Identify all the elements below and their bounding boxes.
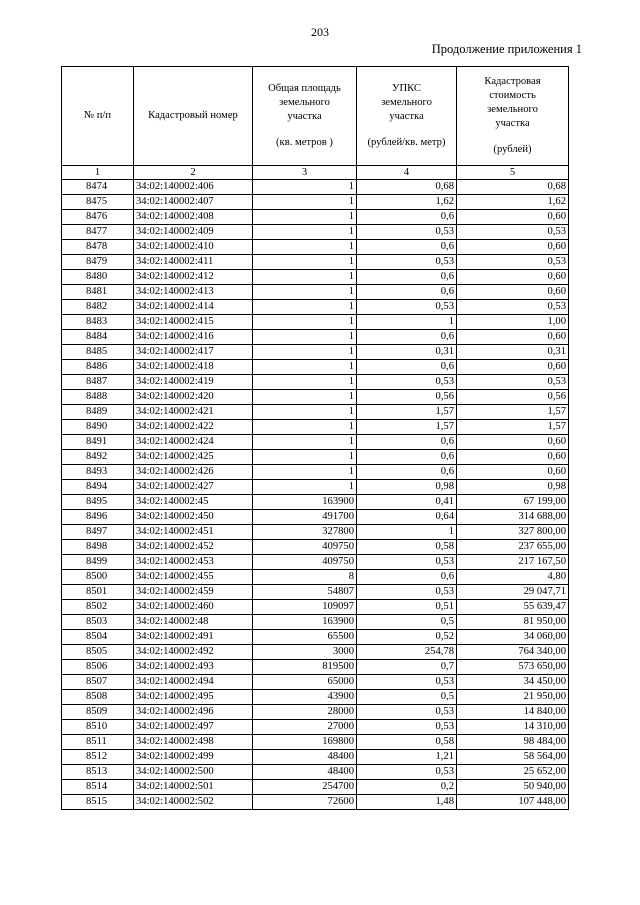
area-cell: 163900 <box>253 615 357 630</box>
cadastral-value-cell: 0,53 <box>457 225 569 240</box>
header-line: УПКС <box>391 83 422 94</box>
row-number-cell: 8475 <box>62 195 134 210</box>
cadastral-value-cell: 327 800,00 <box>457 525 569 540</box>
table-row <box>62 735 569 750</box>
cadastral-value-cell: 25 652,00 <box>457 765 569 780</box>
row-number-cell: 8501 <box>62 585 134 600</box>
upks-cell: 1 <box>357 315 457 330</box>
header-cadastral-value <box>457 67 569 166</box>
area-cell: 65500 <box>253 630 357 645</box>
row-number-cell: 8480 <box>62 270 134 285</box>
cadastral-number-cell: 34:02:140002:413 <box>134 285 253 300</box>
header-row-number <box>62 67 134 166</box>
cadastral-value-cell: 55 639,47 <box>457 600 569 615</box>
table-row <box>62 435 569 450</box>
cadastral-value-cell: 0,60 <box>457 435 569 450</box>
area-cell: 1 <box>253 465 357 480</box>
cadastral-value-cell: 81 950,00 <box>457 615 569 630</box>
cadastral-number-cell: 34:02:140002:455 <box>134 570 253 585</box>
table-row <box>62 420 569 435</box>
table-row <box>62 240 569 255</box>
table-body <box>62 180 569 810</box>
cadastral-value-cell: 34 060,00 <box>457 630 569 645</box>
row-number-cell: 8477 <box>62 225 134 240</box>
table-row <box>62 540 569 555</box>
cadastral-value-cell: 98 484,00 <box>457 735 569 750</box>
header-line: земельного <box>279 97 330 108</box>
cadastral-number-cell: 34:02:140002:415 <box>134 315 253 330</box>
cadastral-number-cell: 34:02:140002:495 <box>134 690 253 705</box>
upks-cell: 0,5 <box>357 690 457 705</box>
table-header-row <box>62 67 569 166</box>
column-number: 4 <box>357 166 457 180</box>
cadastral-number-cell: 34:02:140002:453 <box>134 555 253 570</box>
table-row <box>62 615 569 630</box>
cadastral-number-cell: 34:02:140002:450 <box>134 510 253 525</box>
upks-cell: 1,21 <box>357 750 457 765</box>
upks-cell: 0,64 <box>357 510 457 525</box>
cadastral-value-cell: 217 167,50 <box>457 555 569 570</box>
cadastral-number-cell: 34:02:140002:416 <box>134 330 253 345</box>
area-cell: 1 <box>253 405 357 420</box>
cadastral-value-cell: 0,53 <box>457 375 569 390</box>
cadastral-number-cell: 34:02:140002:492 <box>134 645 253 660</box>
row-number-cell: 8508 <box>62 690 134 705</box>
table-row <box>62 495 569 510</box>
upks-cell: 0,31 <box>357 345 457 360</box>
upks-cell: 0,53 <box>357 720 457 735</box>
upks-cell: 0,7 <box>357 660 457 675</box>
table-row <box>62 600 569 615</box>
upks-cell: 0,68 <box>357 180 457 195</box>
cadastral-number-cell: 34:02:140002:451 <box>134 525 253 540</box>
table-row <box>62 585 569 600</box>
cadastral-value-cell: 314 688,00 <box>457 510 569 525</box>
upks-cell: 0,6 <box>357 465 457 480</box>
cadastral-value-cell: 107 448,00 <box>457 795 569 810</box>
row-number-cell: 8507 <box>62 675 134 690</box>
row-number-cell: 8497 <box>62 525 134 540</box>
upks-cell: 1,57 <box>357 420 457 435</box>
header-line: земельного <box>381 97 432 108</box>
row-number-cell: 8483 <box>62 315 134 330</box>
table-row <box>62 510 569 525</box>
cadastral-value-cell: 0,53 <box>457 300 569 315</box>
header-line: № п/п <box>83 110 112 121</box>
area-cell: 1 <box>253 390 357 405</box>
upks-cell: 0,53 <box>357 675 457 690</box>
area-cell: 1 <box>253 330 357 345</box>
row-number-cell: 8511 <box>62 735 134 750</box>
area-cell: 1 <box>253 255 357 270</box>
table-row <box>62 450 569 465</box>
upks-cell: 0,6 <box>357 360 457 375</box>
table-row <box>62 210 569 225</box>
row-number-cell: 8514 <box>62 780 134 795</box>
upks-cell: 0,53 <box>357 705 457 720</box>
cadastral-value-cell: 1,62 <box>457 195 569 210</box>
area-cell: 72600 <box>253 795 357 810</box>
upks-cell: 0,53 <box>357 300 457 315</box>
upks-cell: 0,58 <box>357 540 457 555</box>
cadastral-number-cell: 34:02:140002:420 <box>134 390 253 405</box>
row-number-cell: 8500 <box>62 570 134 585</box>
cadastral-number-cell: 34:02:140002:497 <box>134 720 253 735</box>
row-number-cell: 8505 <box>62 645 134 660</box>
area-cell: 1 <box>253 315 357 330</box>
cadastral-value-cell: 0,60 <box>457 285 569 300</box>
row-number-cell: 8513 <box>62 765 134 780</box>
cadastral-number-cell: 34:02:140002:410 <box>134 240 253 255</box>
row-number-cell: 8481 <box>62 285 134 300</box>
cadastral-value-cell: 14 840,00 <box>457 705 569 720</box>
upks-cell: 0,6 <box>357 285 457 300</box>
area-cell: 1 <box>253 375 357 390</box>
page-number: 203 <box>311 25 329 39</box>
area-cell: 48400 <box>253 750 357 765</box>
column-number: 1 <box>62 166 134 180</box>
cadastral-number-cell: 34:02:140002:45 <box>134 495 253 510</box>
upks-cell: 0,51 <box>357 600 457 615</box>
cadastral-number-cell: 34:02:140002:491 <box>134 630 253 645</box>
row-number-cell: 8504 <box>62 630 134 645</box>
area-cell: 169800 <box>253 735 357 750</box>
cadastral-number-cell: 34:02:140002:500 <box>134 765 253 780</box>
row-number-cell: 8502 <box>62 600 134 615</box>
row-number-cell: 8494 <box>62 480 134 495</box>
upks-cell: 1 <box>357 525 457 540</box>
row-number-cell: 8485 <box>62 345 134 360</box>
table-row <box>62 195 569 210</box>
cadastral-value-cell: 0,56 <box>457 390 569 405</box>
cadastral-number-cell: 34:02:140002:425 <box>134 450 253 465</box>
upks-cell: 0,6 <box>357 240 457 255</box>
table-row <box>62 795 569 810</box>
table-row <box>62 690 569 705</box>
row-number-cell: 8493 <box>62 465 134 480</box>
cadastral-value-cell: 58 564,00 <box>457 750 569 765</box>
cadastral-number-cell: 34:02:140002:422 <box>134 420 253 435</box>
cadastral-number-cell: 34:02:140002:499 <box>134 750 253 765</box>
table-row <box>62 750 569 765</box>
header-line: участка <box>389 111 424 122</box>
cadastral-value-cell: 0,60 <box>457 270 569 285</box>
header-unit: (рублей) <box>493 144 532 155</box>
row-number-cell: 8495 <box>62 495 134 510</box>
cadastral-value-cell: 1,00 <box>457 315 569 330</box>
header-unit: (рублей/кв. метр) <box>367 137 446 148</box>
cadastral-number-cell: 34:02:140002:417 <box>134 345 253 360</box>
area-cell: 8 <box>253 570 357 585</box>
table-row <box>62 390 569 405</box>
cadastral-number-cell: 34:02:140002:496 <box>134 705 253 720</box>
cadastral-number-cell: 34:02:140002:498 <box>134 735 253 750</box>
header-cadastral-number <box>134 67 253 166</box>
cadastral-value-cell: 1,57 <box>457 405 569 420</box>
header-line: Кадастровый номер <box>148 110 238 121</box>
area-cell: 1 <box>253 300 357 315</box>
table-row <box>62 720 569 735</box>
cadastral-value-cell: 0,60 <box>457 360 569 375</box>
cadastral-number-cell: 34:02:140002:426 <box>134 465 253 480</box>
cadastral-number-cell: 34:02:140002:418 <box>134 360 253 375</box>
area-cell: 27000 <box>253 720 357 735</box>
header-line: земельного <box>487 104 538 115</box>
upks-cell: 0,53 <box>357 255 457 270</box>
cadastral-value-cell: 0,60 <box>457 240 569 255</box>
table-row <box>62 375 569 390</box>
cadastral-value-cell: 0,60 <box>457 450 569 465</box>
row-number-cell: 8503 <box>62 615 134 630</box>
table-row <box>62 705 569 720</box>
cadastral-number-cell: 34:02:140002:407 <box>134 195 253 210</box>
area-cell: 1 <box>253 480 357 495</box>
area-cell: 1 <box>253 225 357 240</box>
column-number: 2 <box>134 166 253 180</box>
table-row <box>62 630 569 645</box>
area-cell: 409750 <box>253 555 357 570</box>
table-row <box>62 765 569 780</box>
area-cell: 409750 <box>253 540 357 555</box>
table-row <box>62 330 569 345</box>
header-line: участка <box>495 118 530 129</box>
header-line: Кадастровая <box>484 76 541 87</box>
row-number-cell: 8515 <box>62 795 134 810</box>
table-row <box>62 465 569 480</box>
area-cell: 48400 <box>253 765 357 780</box>
area-cell: 1 <box>253 210 357 225</box>
area-cell: 1 <box>253 285 357 300</box>
header-unit: (кв. метров ) <box>276 137 333 148</box>
column-number: 5 <box>457 166 569 180</box>
area-cell: 1 <box>253 345 357 360</box>
table-row <box>62 315 569 330</box>
cadastral-number-cell: 34:02:140002:452 <box>134 540 253 555</box>
upks-cell: 254,78 <box>357 645 457 660</box>
cadastral-value-cell: 21 950,00 <box>457 690 569 705</box>
cadastral-value-cell: 29 047,71 <box>457 585 569 600</box>
upks-cell: 0,53 <box>357 765 457 780</box>
upks-cell: 0,56 <box>357 390 457 405</box>
table-row <box>62 180 569 195</box>
cadastral-number-cell: 34:02:140002:48 <box>134 615 253 630</box>
cadastral-number-cell: 34:02:140002:460 <box>134 600 253 615</box>
cadastral-number-cell: 34:02:140002:494 <box>134 675 253 690</box>
cadastral-value-cell: 573 650,00 <box>457 660 569 675</box>
table-row <box>62 345 569 360</box>
cadastral-number-cell: 34:02:140002:411 <box>134 255 253 270</box>
cadastral-number-cell: 34:02:140002:501 <box>134 780 253 795</box>
table-row <box>62 525 569 540</box>
row-number-cell: 8492 <box>62 450 134 465</box>
row-number-cell: 8486 <box>62 360 134 375</box>
upks-cell: 1,48 <box>357 795 457 810</box>
cadastral-number-cell: 34:02:140002:409 <box>134 225 253 240</box>
area-cell: 1 <box>253 360 357 375</box>
row-number-cell: 8474 <box>62 180 134 195</box>
table-row <box>62 780 569 795</box>
header-line: Общая площадь <box>268 83 341 94</box>
cadastral-value-cell: 4,80 <box>457 570 569 585</box>
header-line: участка <box>287 111 322 122</box>
cadastral-value-cell: 0,60 <box>457 210 569 225</box>
header-line: стоимость <box>489 90 536 101</box>
cadastral-value-cell: 0,31 <box>457 345 569 360</box>
column-number-row <box>62 166 569 180</box>
row-number-cell: 8488 <box>62 390 134 405</box>
row-number-cell: 8482 <box>62 300 134 315</box>
appendix-continuation-note: Продолжение приложения 1 <box>431 42 582 56</box>
cadastral-value-cell: 0,60 <box>457 330 569 345</box>
area-cell: 1 <box>253 435 357 450</box>
cadastral-value-cell: 0,53 <box>457 255 569 270</box>
cadastral-table <box>61 66 569 810</box>
cadastral-number-cell: 34:02:140002:406 <box>134 180 253 195</box>
area-cell: 1 <box>253 195 357 210</box>
area-cell: 109097 <box>253 600 357 615</box>
area-cell: 1 <box>253 270 357 285</box>
header-total-area <box>253 67 357 166</box>
table-row <box>62 255 569 270</box>
row-number-cell: 8479 <box>62 255 134 270</box>
upks-cell: 0,5 <box>357 615 457 630</box>
area-cell: 65000 <box>253 675 357 690</box>
row-number-cell: 8498 <box>62 540 134 555</box>
table-row <box>62 360 569 375</box>
table-row <box>62 480 569 495</box>
table-row <box>62 270 569 285</box>
upks-cell: 0,6 <box>357 270 457 285</box>
upks-cell: 1,57 <box>357 405 457 420</box>
area-cell: 254700 <box>253 780 357 795</box>
cadastral-number-cell: 34:02:140002:493 <box>134 660 253 675</box>
area-cell: 1 <box>253 420 357 435</box>
cadastral-number-cell: 34:02:140002:419 <box>134 375 253 390</box>
upks-cell: 0,53 <box>357 375 457 390</box>
row-number-cell: 8510 <box>62 720 134 735</box>
upks-cell: 0,6 <box>357 210 457 225</box>
cadastral-number-cell: 34:02:140002:459 <box>134 585 253 600</box>
area-cell: 28000 <box>253 705 357 720</box>
table-row <box>62 285 569 300</box>
table-row <box>62 405 569 420</box>
row-number-cell: 8484 <box>62 330 134 345</box>
cadastral-number-cell: 34:02:140002:424 <box>134 435 253 450</box>
row-number-cell: 8476 <box>62 210 134 225</box>
area-cell: 43900 <box>253 690 357 705</box>
cadastral-value-cell: 50 940,00 <box>457 780 569 795</box>
cadastral-value-cell: 14 310,00 <box>457 720 569 735</box>
cadastral-value-cell: 1,57 <box>457 420 569 435</box>
cadastral-number-cell: 34:02:140002:502 <box>134 795 253 810</box>
table-row <box>62 675 569 690</box>
upks-cell: 0,6 <box>357 435 457 450</box>
upks-cell: 0,58 <box>357 735 457 750</box>
table-row <box>62 225 569 240</box>
upks-cell: 0,53 <box>357 555 457 570</box>
upks-cell: 0,6 <box>357 330 457 345</box>
area-cell: 1 <box>253 450 357 465</box>
cadastral-value-cell: 0,68 <box>457 180 569 195</box>
row-number-cell: 8489 <box>62 405 134 420</box>
upks-cell: 0,41 <box>357 495 457 510</box>
cadastral-value-cell: 34 450,00 <box>457 675 569 690</box>
area-cell: 819500 <box>253 660 357 675</box>
cadastral-number-cell: 34:02:140002:427 <box>134 480 253 495</box>
area-cell: 54807 <box>253 585 357 600</box>
table-row <box>62 660 569 675</box>
row-number-cell: 8478 <box>62 240 134 255</box>
cadastral-number-cell: 34:02:140002:408 <box>134 210 253 225</box>
upks-cell: 0,2 <box>357 780 457 795</box>
row-number-cell: 8509 <box>62 705 134 720</box>
column-number: 3 <box>253 166 357 180</box>
table-row <box>62 555 569 570</box>
cadastral-value-cell: 0,60 <box>457 465 569 480</box>
table-row <box>62 300 569 315</box>
upks-cell: 0,53 <box>357 225 457 240</box>
area-cell: 3000 <box>253 645 357 660</box>
header-upks <box>357 67 457 166</box>
area-cell: 491700 <box>253 510 357 525</box>
cadastral-value-cell: 764 340,00 <box>457 645 569 660</box>
row-number-cell: 8499 <box>62 555 134 570</box>
upks-cell: 1,62 <box>357 195 457 210</box>
row-number-cell: 8490 <box>62 420 134 435</box>
cadastral-value-cell: 67 199,00 <box>457 495 569 510</box>
area-cell: 1 <box>253 240 357 255</box>
table-row <box>62 570 569 585</box>
upks-cell: 0,6 <box>357 450 457 465</box>
cadastral-number-cell: 34:02:140002:414 <box>134 300 253 315</box>
row-number-cell: 8491 <box>62 435 134 450</box>
area-cell: 327800 <box>253 525 357 540</box>
row-number-cell: 8512 <box>62 750 134 765</box>
area-cell: 1 <box>253 180 357 195</box>
upks-cell: 0,52 <box>357 630 457 645</box>
row-number-cell: 8496 <box>62 510 134 525</box>
area-cell: 163900 <box>253 495 357 510</box>
cadastral-number-cell: 34:02:140002:421 <box>134 405 253 420</box>
upks-cell: 0,6 <box>357 570 457 585</box>
cadastral-value-cell: 0,98 <box>457 480 569 495</box>
upks-cell: 0,98 <box>357 480 457 495</box>
cadastral-value-cell: 237 655,00 <box>457 540 569 555</box>
cadastral-number-cell: 34:02:140002:412 <box>134 270 253 285</box>
row-number-cell: 8487 <box>62 375 134 390</box>
upks-cell: 0,53 <box>357 585 457 600</box>
table-row <box>62 645 569 660</box>
row-number-cell: 8506 <box>62 660 134 675</box>
